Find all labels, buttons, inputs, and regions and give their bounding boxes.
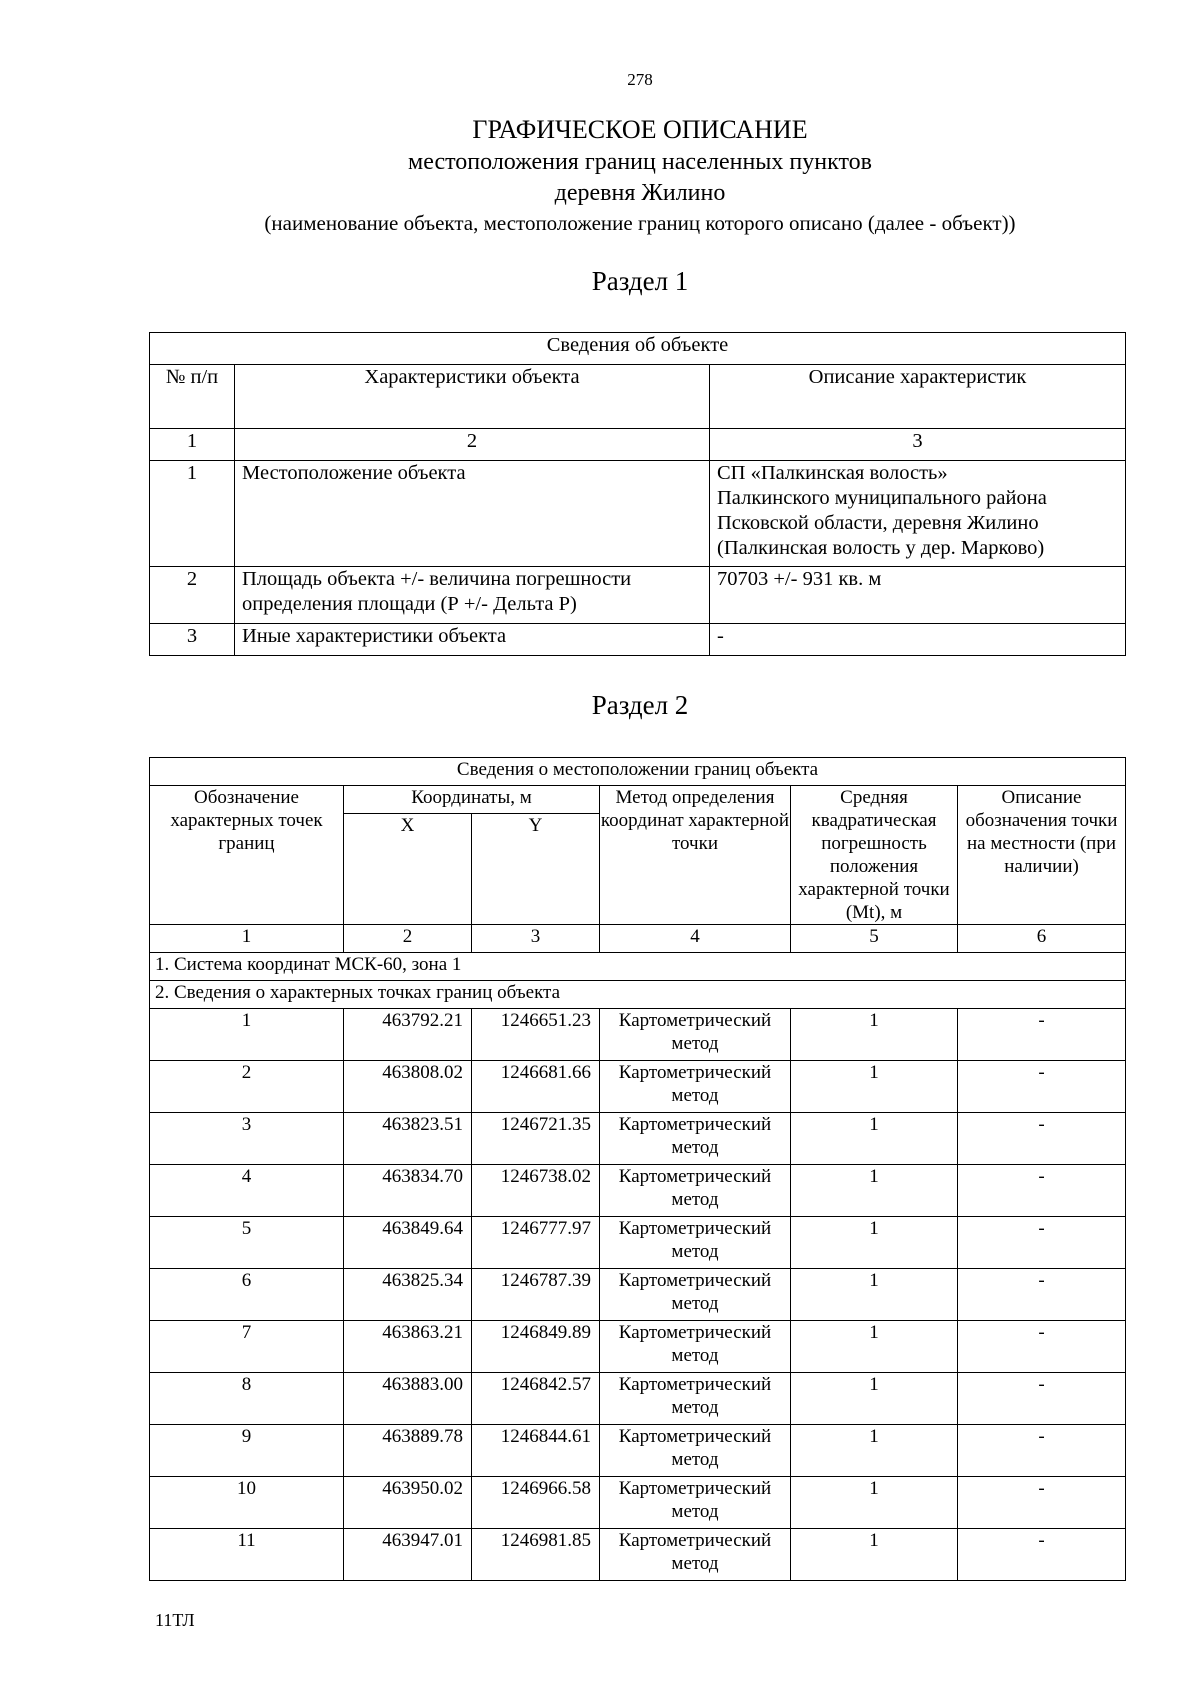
point-x: 463889.78 xyxy=(344,1425,472,1477)
point-y: 1246966.58 xyxy=(472,1477,600,1529)
point-y: 1246721.35 xyxy=(472,1113,600,1165)
col-number: 4 xyxy=(600,925,791,953)
document-title xyxy=(0,113,1200,237)
col-number: 3 xyxy=(472,925,600,953)
coordinate-system-row: 1. Система координат МСК-60, зона 1 xyxy=(150,953,1126,981)
point-number: 8 xyxy=(150,1373,344,1425)
table-row xyxy=(150,1373,1126,1425)
table-row xyxy=(150,1165,1126,1217)
row-description: - xyxy=(710,624,1126,656)
col-number: 2 xyxy=(344,925,472,953)
point-number: 10 xyxy=(150,1477,344,1529)
title-object-name: деревня Жилино xyxy=(554,180,726,206)
boundary-points-table xyxy=(149,757,1126,1581)
point-number: 7 xyxy=(150,1321,344,1373)
header-point: Обозначение характерных точек границ xyxy=(150,786,344,925)
table1-title: Сведения об объекте xyxy=(150,333,1126,365)
point-error: 1 xyxy=(791,1217,958,1269)
point-description: - xyxy=(958,1009,1126,1061)
table2-title: Сведения о местоположении границ объекта xyxy=(150,758,1126,786)
row-description: 70703 +/- 931 кв. м xyxy=(710,567,1126,624)
header-coordinates: Координаты, м xyxy=(344,786,600,814)
points-body xyxy=(150,1009,1126,1581)
point-y: 1246849.89 xyxy=(472,1321,600,1373)
col-number: 3 xyxy=(710,429,1126,461)
title-subtitle: местоположения границ населенных пунктов xyxy=(408,149,872,175)
point-method: Картометрический метод xyxy=(600,1373,791,1425)
col-number: 6 xyxy=(958,925,1126,953)
row-characteristic: Иные характеристики объекта xyxy=(235,624,710,656)
row-number: 3 xyxy=(150,624,235,656)
point-x: 463808.02 xyxy=(344,1061,472,1113)
header-x: X xyxy=(344,814,472,925)
title-main: ГРАФИЧЕСКОЕ ОПИСАНИЕ xyxy=(472,115,808,144)
footer-code: 11ТЛ xyxy=(155,1610,195,1630)
col-number: 1 xyxy=(150,925,344,953)
section2-heading: Раздел 2 xyxy=(591,690,689,720)
header-number: № п/п xyxy=(150,365,235,429)
point-method: Картометрический метод xyxy=(600,1529,791,1581)
point-method: Картометрический метод xyxy=(600,1217,791,1269)
table-row xyxy=(150,1425,1126,1477)
row-number: 1 xyxy=(150,461,235,567)
point-number: 3 xyxy=(150,1113,344,1165)
points-section-row: 2. Сведения о характерных точках границ объекта xyxy=(150,981,1126,1009)
point-description: - xyxy=(958,1269,1126,1321)
point-error: 1 xyxy=(791,1061,958,1113)
point-description: - xyxy=(958,1477,1126,1529)
object-info-table xyxy=(149,332,1126,656)
point-x: 463834.70 xyxy=(344,1165,472,1217)
table-row xyxy=(150,567,1126,624)
point-number: 11 xyxy=(150,1529,344,1581)
header-description: Описание характеристик xyxy=(710,365,1126,429)
point-y: 1246842.57 xyxy=(472,1373,600,1425)
header-point-description: Описание обозначения точки на местности (при наличии) xyxy=(958,786,1126,925)
point-x: 463825.34 xyxy=(344,1269,472,1321)
point-x: 463950.02 xyxy=(344,1477,472,1529)
row-characteristic: Местоположение объекта xyxy=(235,461,710,567)
point-error: 1 xyxy=(791,1425,958,1477)
point-error: 1 xyxy=(791,1373,958,1425)
point-x: 463883.00 xyxy=(344,1373,472,1425)
header-error: Средняя квадратическая погрешность положения характерной точки (Mt), м xyxy=(791,786,958,925)
point-y: 1246651.23 xyxy=(472,1009,600,1061)
table-row xyxy=(150,1061,1126,1113)
point-x: 463823.51 xyxy=(344,1113,472,1165)
point-y: 1246777.97 xyxy=(472,1217,600,1269)
point-y: 1246738.02 xyxy=(472,1165,600,1217)
table-row xyxy=(150,461,1126,567)
col-number: 5 xyxy=(791,925,958,953)
header-y: Y xyxy=(472,814,600,925)
point-x: 463947.01 xyxy=(344,1529,472,1581)
point-method: Картометрический метод xyxy=(600,1425,791,1477)
point-method: Картометрический метод xyxy=(600,1061,791,1113)
table-row xyxy=(150,1113,1126,1165)
point-description: - xyxy=(958,1061,1126,1113)
point-x: 463863.21 xyxy=(344,1321,472,1373)
page-number: 278 xyxy=(627,70,653,89)
point-description: - xyxy=(958,1113,1126,1165)
table-row xyxy=(150,1009,1126,1061)
point-description: - xyxy=(958,1425,1126,1477)
table-row xyxy=(150,1269,1126,1321)
row-characteristic: Площадь объекта +/- величина погрешности определения площади (Р +/- Дельта Р) xyxy=(235,567,710,624)
point-number: 5 xyxy=(150,1217,344,1269)
point-method: Картометрический метод xyxy=(600,1321,791,1373)
header-method: Метод определения координат характерной точки xyxy=(600,786,791,925)
point-number: 9 xyxy=(150,1425,344,1477)
table-row xyxy=(150,1529,1126,1581)
table-row xyxy=(150,1217,1126,1269)
point-method: Картометрический метод xyxy=(600,1113,791,1165)
point-error: 1 xyxy=(791,1269,958,1321)
col-number: 2 xyxy=(235,429,710,461)
point-number: 6 xyxy=(150,1269,344,1321)
point-y: 1246681.66 xyxy=(472,1061,600,1113)
point-number: 2 xyxy=(150,1061,344,1113)
point-description: - xyxy=(958,1165,1126,1217)
point-error: 1 xyxy=(791,1321,958,1373)
point-error: 1 xyxy=(791,1113,958,1165)
point-x: 463849.64 xyxy=(344,1217,472,1269)
point-number: 1 xyxy=(150,1009,344,1061)
point-description: - xyxy=(958,1529,1126,1581)
point-description: - xyxy=(958,1321,1126,1373)
point-method: Картометрический метод xyxy=(600,1165,791,1217)
table-row xyxy=(150,1477,1126,1529)
point-x: 463792.21 xyxy=(344,1009,472,1061)
section1-heading: Раздел 1 xyxy=(591,266,689,296)
col-number: 1 xyxy=(150,429,235,461)
point-description: - xyxy=(958,1373,1126,1425)
table-row xyxy=(150,624,1126,656)
table-row xyxy=(150,1321,1126,1373)
point-error: 1 xyxy=(791,1009,958,1061)
point-method: Картометрический метод xyxy=(600,1009,791,1061)
header-characteristics: Характеристики объекта xyxy=(235,365,710,429)
point-error: 1 xyxy=(791,1165,958,1217)
row-description: СП «Палкинская волость» Палкинского муниципального района Псковской области, деревня Жилино (Палкинская волость у дер. Марково) xyxy=(710,461,1126,567)
point-y: 1246787.39 xyxy=(472,1269,600,1321)
point-method: Картометрический метод xyxy=(600,1269,791,1321)
point-description: - xyxy=(958,1217,1126,1269)
row-number: 2 xyxy=(150,567,235,624)
point-number: 4 xyxy=(150,1165,344,1217)
point-y: 1246981.85 xyxy=(472,1529,600,1581)
point-error: 1 xyxy=(791,1529,958,1581)
point-method: Картометрический метод xyxy=(600,1477,791,1529)
point-y: 1246844.61 xyxy=(472,1425,600,1477)
point-error: 1 xyxy=(791,1477,958,1529)
title-note: (наименование объекта, местоположение границ которого описано (далее - объект)) xyxy=(264,211,1016,235)
